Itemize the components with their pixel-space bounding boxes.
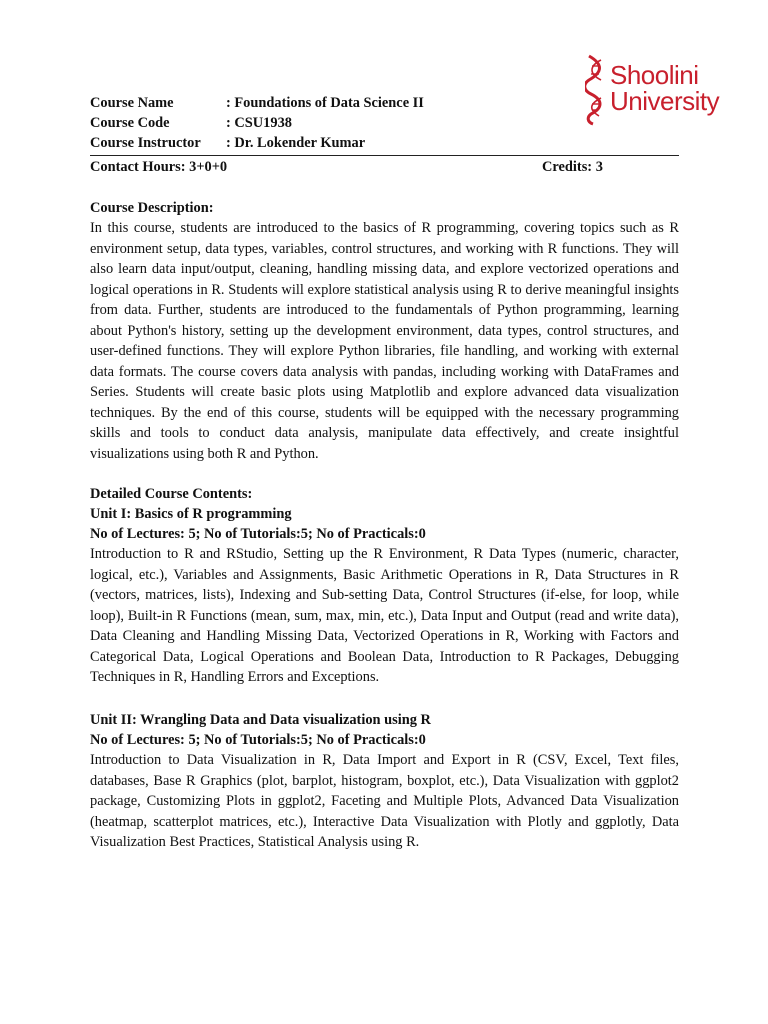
credits: Credits: 3 [542, 159, 603, 175]
course-name-label: Course Name [90, 95, 174, 111]
course-instructor-value: : Dr. Lokender Kumar [226, 135, 366, 151]
course-contents-heading: Detailed Course Contents: [90, 486, 253, 502]
course-code-row [90, 113, 292, 133]
course-description-section [90, 198, 679, 464]
logo-line-1: Shoolini [610, 60, 699, 90]
unit-2-section [90, 710, 679, 853]
unit-2-title: Unit II: Wrangling Data and Data visualization using R [90, 712, 431, 728]
unit-1-text: Introduction to R and RStudio, Setting up the R Environment, R Data Types (numeric, character, logical, etc.), Variables and Assignments, Basic Arithmetic Operations in R, Data Structures in R (vectors, matrices, lists), Indexing and Sub-setting Data, Control Structures (if-else, for loop, while loop), Built-in R Functions (mean, sum, max, min, etc.), Data Input and Output (read and write data), Data Cleaning and Handling Missing Data, Vectorized Operations in R, Working with Factors and Categorical Data, Logical Operations and Boolean Data, Introduction to R Packages, Debugging Techniques in R, Handling Errors and Exceptions. [90, 546, 679, 685]
course-description-text: In this course, students are introduced to the basics of R programming, covering topics such as R environment setup, data types, variables, control structures, and working with R functions. They will also learn data input/output, cleaning, handling missing data, and explore vectorized operations and logical operations in R. Students will explore statistical analysis using R to derive meaningful insights from data. Further, students are introduced to the fundamentals of Python programming, learning about Python's history, setting up the development environment, data types, control structures, and user-defined functions. They will explore Python libraries, file handling, and working with external data formats. The course covers data analysis with pandas, including working with DataFrames and Series. Students will create basic plots using Matplotlib and explore advanced data visualization techniques. By the end of this course, students will be equipped with the necessary programming skills and tools to conduct data analysis, manipulate data effectively, and create insightful visualizations using both R and Python. [90, 220, 679, 462]
course-code-value: : CSU1938 [226, 115, 292, 131]
course-name-row [90, 93, 424, 113]
unit-2-text: Introduction to Data Visualization in R, Data Import and Export in R (CSV, Excel, Text files, databases, Base R Graphics (plot, barplot, histogram, boxplot, etc.), Data Visualization with ggplot2 package, Customizing Plots in ggplot2, Faceting and Multiple Plots, Advanced Data Visualization (heatmap, scatterplot matrices, etc.), Interactive Data Visualization with Plotly and ggplotly, Data Visualization Best Practices, Statistical Analysis using R. [90, 752, 679, 850]
university-logo [585, 52, 725, 130]
unit-2-meta: No of Lectures: 5; No of Tutorials:5; No of Practicals:0 [90, 732, 426, 748]
course-name-value: : Foundations of Data Science II [226, 95, 424, 111]
course-instructor-row [90, 133, 365, 153]
contact-hours: Contact Hours: 3+0+0 [90, 159, 228, 175]
course-instructor-label: Course Instructor [90, 135, 201, 151]
course-description-heading: Course Description: [90, 200, 214, 216]
logo-line-2: University [610, 86, 720, 116]
unit-1-meta: No of Lectures: 5; No of Tutorials:5; No of Practicals:0 [90, 526, 426, 542]
unit-1-title: Unit I: Basics of R programming [90, 506, 292, 522]
dna-helix-icon [585, 54, 607, 126]
course-code-label: Course Code [90, 115, 170, 131]
contact-row [90, 157, 679, 177]
logo-wordmark [610, 62, 719, 114]
course-contents-section [90, 484, 679, 688]
header-divider [90, 155, 679, 156]
